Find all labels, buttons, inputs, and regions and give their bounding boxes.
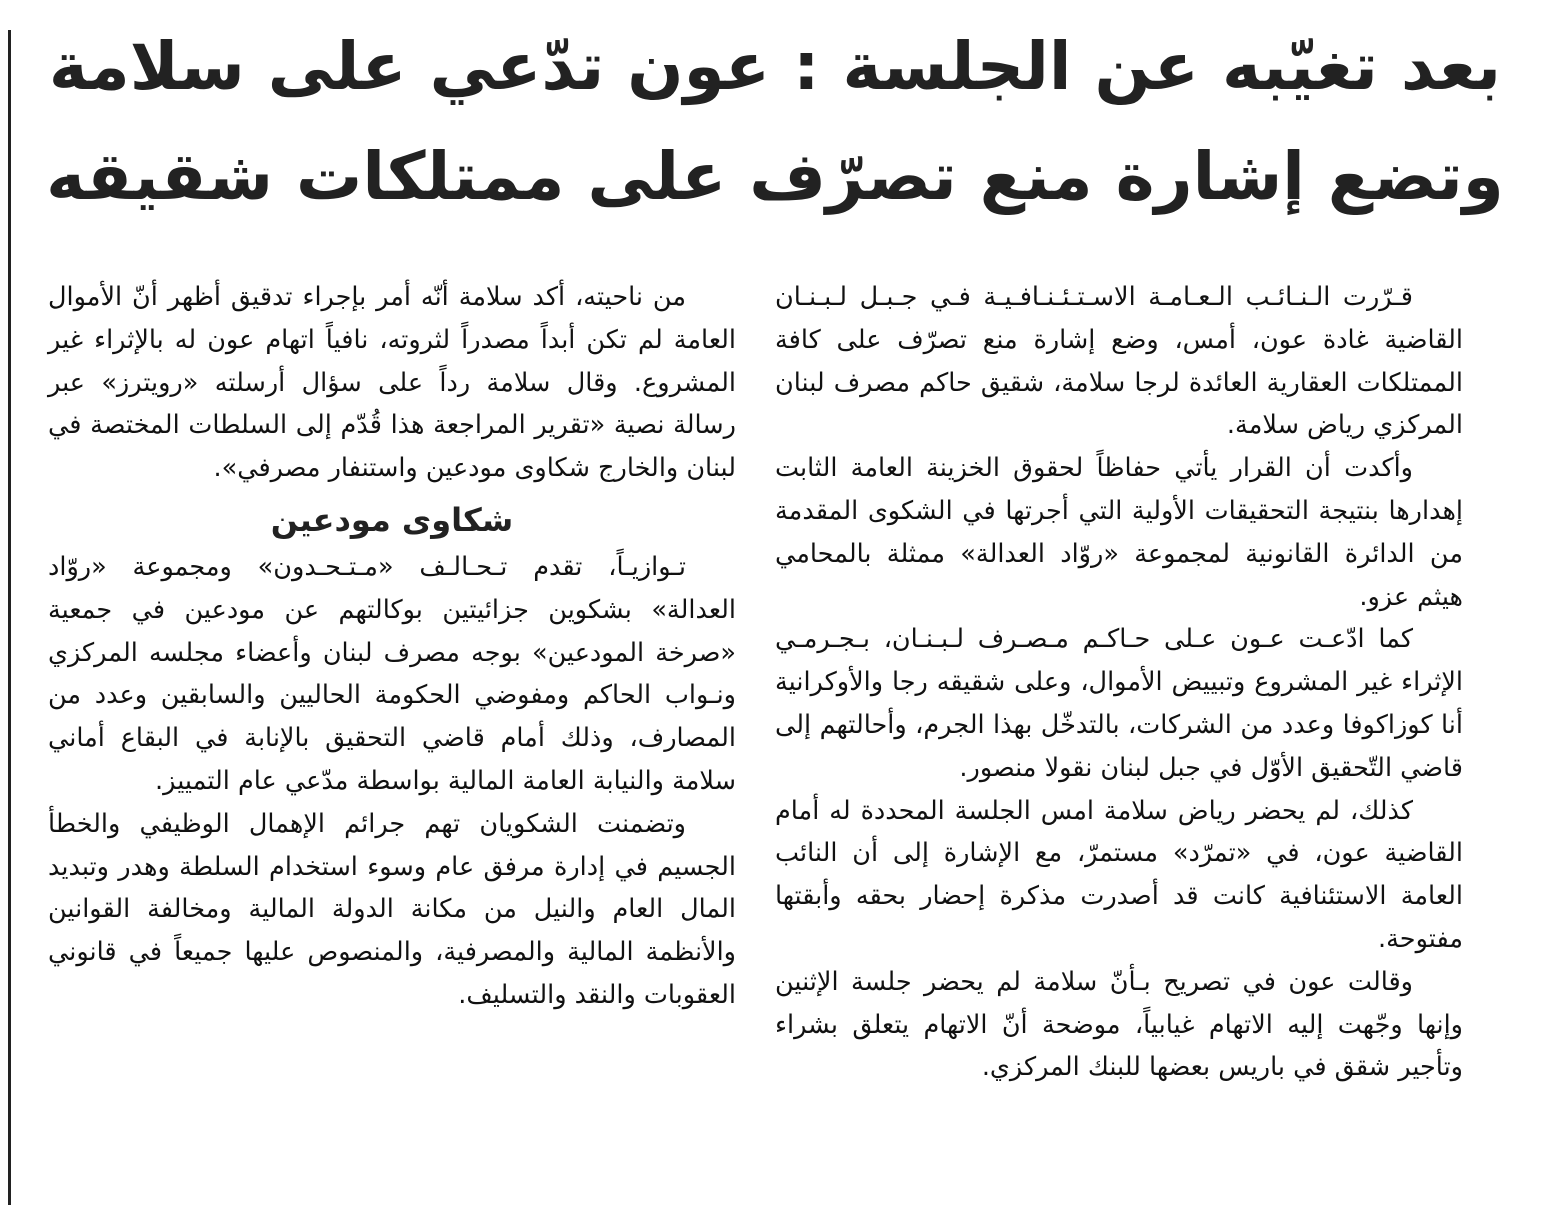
article-headline (40, 12, 1510, 232)
headline-line-2: وتضع إشارة منع تصرّف على ممتلكات شقيقه (46, 138, 1504, 215)
article-paragraph: وقالت عون في تصريح بـأنّ سلامة لم يحضر جلسة الإثنين وإنها وجّهت إليه الاتهام غيابياً، موضحة أنّ الاتهام يتعلق بشراء وتأجير شقق في باريس بعضها للبنك المركزي. (775, 966, 1463, 1083)
article-column-right (775, 276, 1463, 1089)
article-paragraph: تـوازيـاً، تقدم تـحـالـف «مـتـحـدون» ومجموعة «روّاد العدالة» بشكوين جزائيتين بوكالتهم عن مودعين في جمعية «صرخة المودعين» بوجه مصرف لبنان وأعضاء مجلسه المركزي ونـواب الحاكم ومفوضي الحكومة الحاليين والسابقين وعدد من المصارف، وذلك أمام قاضي التحقيق بالإنابة في البقاع أماني سلامة والنيابة العامة المالية بواسطة مدّعي عام التمييز. (48, 551, 736, 796)
page-edge-rule (8, 30, 11, 1205)
article-paragraph: من ناحيته، أكد سلامة أنّه أمر بإجراء تدقيق أظهر أنّ الأموال العامة لم تكن أبداً مصدراً لثروته، نافياً اتهام عون له بالإثراء غير المشروع. وقال سلامة رداً على سؤال أرسلته «رويترز» عبر رسالة نصية «تقرير المراجعة هذا قُدّم إلى السلطات المختصة في لبنان والخارج شكاوى مودعين واستنفار مصرفي». (48, 282, 736, 484)
article-paragraph: كذلك، لم يحضر رياض سلامة امس الجلسة المحددة له أمام القاضية عون، في «تمرّد» مستمرّ، مع الإشارة إلى أن النائب العامة الاستئنافية كانت قد أصدرت مذكرة إحضار بحقه وأبقتها مفتوحة. (775, 795, 1463, 954)
article-paragraph: وتضمنت الشكويان تهم جرائم الإهمال الوظيفي والخطأ الجسيم في إدارة مرفق عام وسوء استخدام السلطة وهدر وتبديد المال العام والنيل من مكانة الدولة المالية ومخالفة القوانين والأنظمة المالية والمصرفية، والمنصوص عليها جميعاً في قانوني العقوبات والنقد والتسليف. (48, 808, 736, 1010)
article-column-left (48, 276, 736, 1017)
article-paragraph: وأكدت أن القرار يأتي حفاظاً لحقوق الخزينة العامة الثابت إهدارها بنتيجة التحقيقات الأولية التي أجرتها في الشكوى المقدمة من الدائرة القانونية لمجموعة «روّاد العدالة» ممثلة بالمحامي هيثم عزو. (775, 453, 1463, 612)
headline-line-1: بعد تغيّبه عن الجلسة : عون تدّعي على سلامة (48, 28, 1502, 105)
article-paragraph: قـرّرت الـنـائـب الـعـامـة الاسـتـئـنـافـيـة فـي جـبـل لـبـنـان القاضية غادة عون، أمس، وضع إشارة منع تصرّف على كافة الممتلكات العقارية العائدة لرجا سلامة، شقيق حاكم مصرف لبنان المركزي رياض سلامة. (775, 282, 1463, 441)
article-subheading: شكاوى مودعين (270, 500, 514, 539)
article-paragraph: كما ادّعـت عـون عـلى حـاكـم مـصـرف لـبـنـان، بـجـرمـي الإثراء غير المشروع وتبييض الأموال، وعلى شقيقه رجا والأوكرانية أنا كوزاكوفا وعدد من الشركات، بالتدخّل بهذا الجرم، وأحالتهم إلى قاضي التّحقيق الأوّل في جبل لبنان نقولا منصور. (775, 624, 1463, 783)
